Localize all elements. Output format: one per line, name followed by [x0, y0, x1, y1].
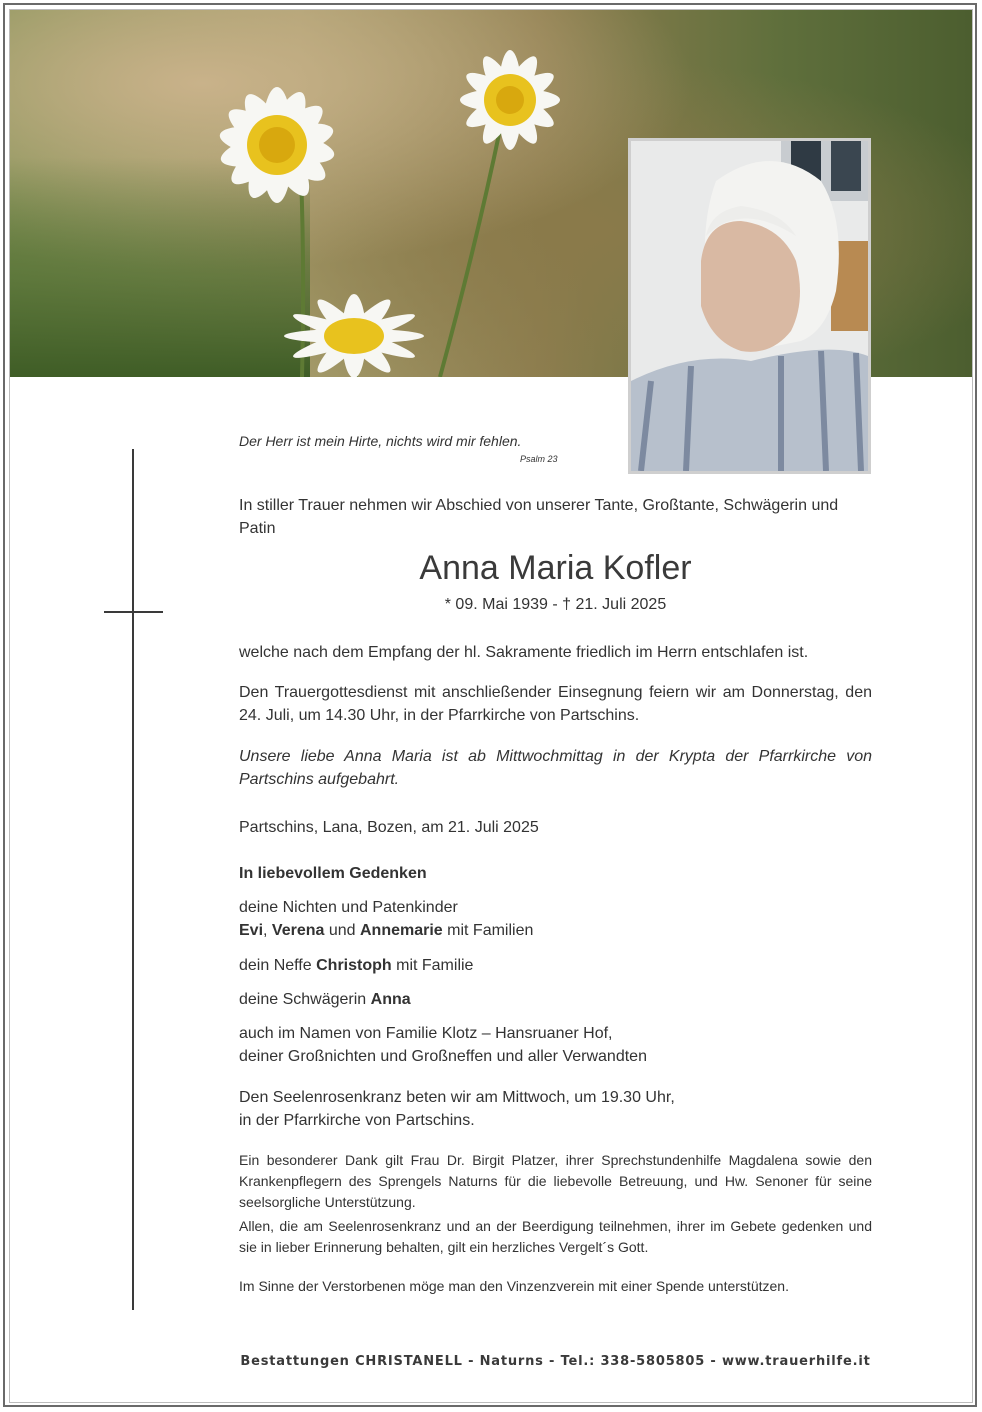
life-dates: * 09. Mai 1939 - † 21. Juli 2025 — [444, 596, 667, 613]
quote-source: Psalm 23 — [520, 454, 558, 464]
bible-quote: Der Herr ist mein Hirte, nichts wird mir fehlen. — [239, 433, 522, 449]
general-thanks-text: Allen, die am Seelenrosenkranz und an der Beerdigung teilnehmen, ihrer im Gebete gedenken und sie in lieber Erinnerung behalten, gilt ein herzliches Vergelt´s Gott. — [239, 1218, 872, 1255]
mourners-nephew: dein Neffe Christoph mit Familie — [239, 957, 474, 974]
sister-in-law-name: Anna — [370, 991, 411, 1008]
sacraments-text: welche nach dem Empfang der hl. Sakramente friedlich im Herrn entschlafen ist. — [239, 644, 809, 661]
cross-horizontal-bar — [104, 611, 163, 613]
niece-name: Annemarie — [360, 922, 443, 939]
portrait-photo — [628, 138, 871, 474]
nieces-names-line: Evi, Verena und Annemarie mit Familien — [239, 922, 534, 939]
mourners-nieces — [239, 896, 872, 942]
donation-text: Im Sinne der Verstorbenen möge man den Vinzenzverein mit einer Spende unterstützen. — [239, 1278, 789, 1294]
nephew-name: Christoph — [316, 957, 392, 974]
place-and-date: Partschins, Lana, Bozen, am 21. Juli 2025 — [239, 819, 539, 836]
funeral-home-footer: Bestattungen CHRISTANELL - Naturns - Tel.: 338-5805805 - www.trauerhilfe.it — [240, 1354, 871, 1369]
mourners-sister-in-law: deine Schwägerin Anna — [239, 991, 411, 1008]
niece-name: Evi — [239, 922, 264, 939]
special-thanks-text: Ein besonderer Dank gilt Frau Dr. Birgit Platzer, ihrer Sprechstundenhilfe Magdalena sowie den Krankenpflegern des Sprengels Naturns für die liebevolle Betreuung, und Hw. Senoner für seine seelsorgliche Unterstützung. — [239, 1152, 872, 1210]
intro-text: In stiller Trauer nehmen wir Abschied von unserer Tante, Großtante, Schwägerin und Patin — [239, 497, 839, 537]
laid-out-text: Unsere liebe Anna Maria ist ab Mittwochmittag in der Krypta der Pfarrkirche von Partschins aufgebahrt. — [239, 748, 872, 788]
rosary-text: Den Seelenrosenkranz beten wir am Mittwoch, um 19.30 Uhr, in der Pfarrkirche von Partschins. — [239, 1089, 675, 1129]
cross-vertical-bar — [132, 449, 134, 1310]
niece-name: Verena — [271, 922, 325, 939]
memory-heading: In liebevollem Gedenken — [239, 865, 427, 882]
funeral-service-text: Den Trauergottesdienst mit anschließender Einsegnung feiern wir am Donnerstag, den 24. Juli, um 14.30 Uhr, in der Pfarrkirche von Partschins. — [239, 684, 872, 724]
nieces-line: deine Nichten und Patenkinder — [239, 899, 458, 916]
portrait-illustration — [631, 141, 868, 471]
mourners-others: auch im Namen von Familie Klotz – Hansruaner Hof, deiner Großnichten und Großneffen und aller Verwandten — [239, 1025, 647, 1065]
deceased-name: Anna Maria Kofler — [419, 549, 692, 587]
